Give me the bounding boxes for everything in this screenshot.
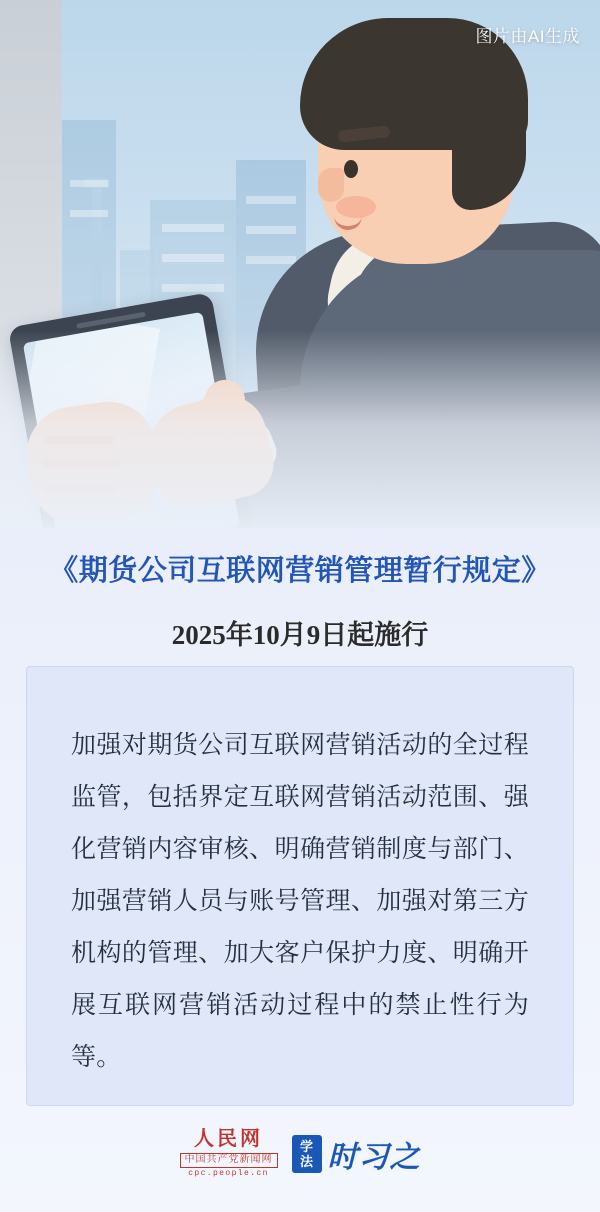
footer-logos [0, 1129, 600, 1178]
hair-side [452, 60, 526, 210]
people-logo-sub: 中国共产党新闻网 [180, 1153, 278, 1168]
cheek-blush [336, 196, 376, 218]
page-subtitle: 2025年10月9日起施行 [171, 620, 429, 650]
content-panel [0, 528, 600, 1212]
page-title: 《期货公司互联网营销管理暂行规定》 [49, 555, 551, 587]
xuefa-shixizhi-logo [292, 1132, 421, 1176]
eye [344, 160, 358, 178]
people-logo-main: 人民网 [194, 1128, 263, 1151]
xuefa-badge: 学法 [292, 1135, 322, 1173]
summary-text: 加强对期货公司互联网营销活动的全过程监管，包括界定互联网营销活动范围、强化营销内容审核、明确营销制度与部门、加强营销人员与账号管理、加强对第三方机构的管理、加大客户保护力度、明确开展互联网营销活动过程中的禁止性行为等。 [71, 731, 529, 1071]
people-logo-url: cpc.people.cn [188, 1168, 269, 1178]
hero-illustration [0, 0, 600, 540]
ai-generated-badge: 图片由AI生成 [475, 27, 580, 46]
nose [318, 168, 344, 202]
people-cn-logo [180, 1129, 278, 1178]
bottom-haze [0, 330, 600, 540]
xuefa-text: 时习之 [327, 1140, 421, 1174]
summary-card [26, 666, 574, 1106]
